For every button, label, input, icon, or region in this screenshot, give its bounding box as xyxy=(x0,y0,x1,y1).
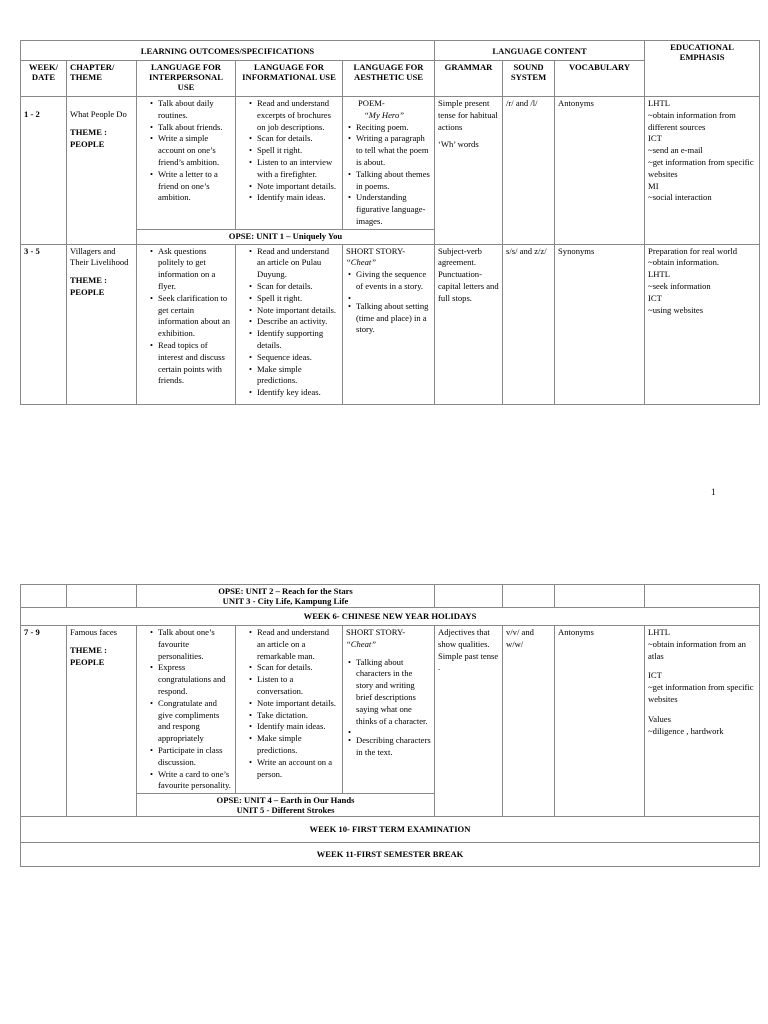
language-content-header: LANGUAGE CONTENT xyxy=(435,41,645,61)
emphasis-line: MI xyxy=(648,180,659,191)
emphasis-line: ICT xyxy=(648,292,662,303)
grammar-text: Adjectives that show qualities. xyxy=(438,627,490,649)
grammar-cell: Subject-verb agreement. Punctuation-capital letters and full stops. xyxy=(435,244,503,404)
list-item: • Identify key ideas. xyxy=(249,387,339,399)
aesthetic-list xyxy=(346,657,431,759)
grammar-text-2: ‘Wh’ words xyxy=(438,139,479,150)
list-item: • Note important details. xyxy=(249,305,339,317)
emphasis-cell xyxy=(645,626,760,817)
table-row xyxy=(21,244,760,404)
list-item: • Listen to a conversation. xyxy=(249,674,339,698)
spacer xyxy=(348,727,431,735)
list-item: • Ask questions politely to get information on a flyer. xyxy=(150,246,232,293)
list-item: • Read and understand excerpts of brochures on job descriptions. xyxy=(249,98,339,133)
week6-banner: WEEK 6- CHINESE NEW YEAR HOLIDAYS xyxy=(21,608,760,626)
informational-cell xyxy=(236,97,343,230)
list-item: • Sequence ideas. xyxy=(249,352,339,364)
week11-banner: WEEK 11-FIRST SEMESTER BREAK xyxy=(21,843,760,867)
opse-row xyxy=(21,585,760,608)
aesthetic-title: SHORT STORY- xyxy=(346,245,406,256)
emphasis-line: ~get information from specific websites xyxy=(648,682,754,704)
list-item: • Describe an activity. xyxy=(249,316,339,328)
page-number: 1 xyxy=(711,487,716,497)
list-item: • Write a card to one’s favourite personality. xyxy=(150,769,232,793)
grammar-text-2: Simple past tense . xyxy=(438,650,499,673)
sound-cell: s/s/ and z/z/ xyxy=(503,244,555,404)
list-item: • Identify main ideas. xyxy=(249,192,339,204)
interpersonal-header: LANGUAGE FOR INTERPERSONAL USE xyxy=(137,61,236,97)
informational-cell xyxy=(236,626,343,794)
opse-unit4-text: OPSE: UNIT 4 – Earth in Our Hands xyxy=(216,795,355,806)
table-row xyxy=(21,626,760,794)
list-item: • Talking about setting (time and place) in a story. xyxy=(348,301,431,336)
unit3-text: UNIT 3 - City Life, Kampung Life xyxy=(222,596,349,606)
emphasis-line: ~social interaction xyxy=(648,192,712,203)
interpersonal-cell xyxy=(137,97,236,230)
list-item: • Talking about themes in poems. xyxy=(348,169,431,193)
sound-system-header: SOUND SYSTEM xyxy=(503,61,555,97)
list-item: • Express congratulations and respond. xyxy=(150,662,232,697)
vocab-cell: Antonyms xyxy=(555,626,645,817)
list-item: • Spell it right. xyxy=(249,293,339,305)
list-item: • Write a letter to a friend on one’s ambition. xyxy=(150,169,232,204)
emphasis-line: ~seek information xyxy=(648,280,711,291)
aesthetic-cell xyxy=(343,244,435,404)
week-cell: 7 - 9 xyxy=(21,626,67,817)
opse-banner: OPSE: UNIT 1 – Uniquely You xyxy=(137,229,435,244)
interpersonal-list xyxy=(140,627,232,792)
emphasis-line: Values xyxy=(648,713,671,724)
aesthetic-cell xyxy=(343,97,435,230)
list-item: • Write an account on a person. xyxy=(249,757,339,781)
list-item: • Read and understand an article on Pulau Duyung. xyxy=(249,246,339,281)
vocab-cell: Antonyms xyxy=(555,97,645,245)
aesthetic-title: SHORT STORY- xyxy=(346,627,406,637)
chapter-title: Famous faces xyxy=(70,627,118,637)
emphasis-line: ICT xyxy=(648,670,662,681)
list-item: • Make simple predictions. xyxy=(249,364,339,388)
list-item: • Note important details. xyxy=(249,698,339,710)
list-item: • Scan for details. xyxy=(249,133,339,145)
week10-banner: WEEK 10- FIRST TERM EXAMINATION xyxy=(21,817,760,843)
table-row xyxy=(21,97,760,230)
list-item: • Seek clarification to get certain information about an exhibition. xyxy=(150,293,232,340)
chapter-theme-header: CHAPTER/ THEME xyxy=(67,61,137,97)
list-item: • Participate in class discussion. xyxy=(150,745,232,769)
opse-banner xyxy=(137,585,435,608)
chapter-title: What People Do xyxy=(70,109,127,119)
list-item: • Make simple predictions. xyxy=(249,733,339,757)
vocabulary-header: VOCABULARY xyxy=(555,61,645,97)
grammar-cell xyxy=(435,97,503,245)
list-item: • Congratulate and give compliments and respong appropriately xyxy=(150,698,232,745)
aesthetic-list xyxy=(346,122,431,228)
interpersonal-list xyxy=(140,246,232,388)
scheme-of-work-table-page-1 xyxy=(20,40,760,405)
list-item: • Giving the sequence of events in a story. xyxy=(348,269,431,293)
list-item: • Spell it right. xyxy=(249,145,339,157)
educational-emphasis-header: EDUCATIONAL EMPHASIS xyxy=(645,41,760,97)
list-item: • Identify main ideas. xyxy=(249,721,339,733)
aesthetic-header: LANGUAGE FOR AESTHETIC USE xyxy=(343,61,435,97)
emphasis-line: ~obtain information from an atlas xyxy=(648,638,746,661)
aesthetic-cell xyxy=(343,626,435,794)
emphasis-line: ~send an e-mail xyxy=(648,145,703,156)
chapter-cell xyxy=(67,244,137,404)
week-cell: 3 - 5 xyxy=(21,244,67,404)
emphasis-line: LHTL xyxy=(648,98,671,108)
emphasis-line: ICT xyxy=(648,133,662,144)
list-item: • Note important details. xyxy=(249,181,339,193)
chapter-title: Villagers and Their Livelihood xyxy=(70,245,129,268)
spacer xyxy=(348,293,431,301)
chapter-cell xyxy=(67,626,137,817)
list-item: • Talk about daily routines. xyxy=(150,98,232,122)
week-cell: 1 - 2 xyxy=(21,97,67,245)
informational-list xyxy=(239,98,339,204)
informational-list xyxy=(239,246,339,399)
list-item: • Read and understand an article on a remarkable man. xyxy=(249,627,339,662)
grammar-cell xyxy=(435,626,503,817)
interpersonal-cell xyxy=(137,244,236,404)
list-item: • Take dictation. xyxy=(249,710,339,722)
emphasis-line: ~get information from specific websites xyxy=(648,156,754,179)
emphasis-cell xyxy=(645,244,760,404)
sound-cell: v/v/ and w/w/ xyxy=(503,626,555,817)
grammar-text: Simple present tense for habitual actions xyxy=(438,98,498,132)
list-item: • Writing a paragraph to tell what the poem is about. xyxy=(348,133,431,168)
opse-unit2-text: OPSE: UNIT 2 – Reach for the Stars xyxy=(218,586,353,596)
aesthetic-subtitle: “My Hero” xyxy=(364,109,405,120)
aesthetic-subtitle: “Cheat” xyxy=(346,638,377,649)
interpersonal-cell xyxy=(137,626,236,794)
theme-line: THEME : PEOPLE xyxy=(70,644,108,667)
emphasis-line: Preparation for real world xyxy=(648,245,738,256)
learning-outcomes-header: LEARNING OUTCOMES/SPECIFICATIONS xyxy=(21,41,435,61)
emphasis-cell xyxy=(645,97,760,245)
aesthetic-subtitle: “Cheat” xyxy=(346,257,377,268)
theme-line: THEME : PEOPLE xyxy=(70,126,108,149)
chapter-cell xyxy=(67,97,137,245)
vocab-cell: Synonyms xyxy=(555,244,645,404)
grammar-header: GRAMMAR xyxy=(435,61,503,97)
theme-line: THEME : PEOPLE xyxy=(70,275,108,297)
emphasis-line: ~obtain information. xyxy=(648,257,720,268)
emphasis-line: ~using websites xyxy=(648,304,704,315)
aesthetic-list xyxy=(346,269,431,336)
opse-banner xyxy=(137,794,435,817)
list-item: • Reciting poem. xyxy=(348,122,431,134)
list-item: • Talking about characters in the story and writing brief descriptions saying what one thinks of a character. xyxy=(348,657,431,728)
informational-list xyxy=(239,627,339,780)
list-item: • Read topics of interest and discuss certain points with friends. xyxy=(150,340,232,387)
emphasis-line: ~diligence , hardwork xyxy=(648,725,724,736)
aesthetic-title: POEM- xyxy=(358,98,385,108)
list-item: • Describing characters in the text. xyxy=(348,735,431,759)
emphasis-line: LHTL xyxy=(648,627,670,637)
sound-cell: /r/ and /l/ xyxy=(503,97,555,245)
list-item: • Scan for details. xyxy=(249,662,339,674)
list-item: • Identify supporting details. xyxy=(249,328,339,352)
scheme-of-work-table-page-2 xyxy=(20,584,760,867)
list-item: • Talk about one’s favourite personalities. xyxy=(150,627,232,662)
list-item: • Scan for details. xyxy=(249,281,339,293)
unit5-text: UNIT 5 - Different Strokes xyxy=(236,805,335,816)
list-item: • Listen to an interview with a firefighter. xyxy=(249,157,339,181)
interpersonal-list xyxy=(140,98,232,204)
list-item: • Talk about friends. xyxy=(150,122,232,134)
week-date-header: WEEK/ DATE xyxy=(21,61,67,97)
emphasis-line: ~obtain information from different sources xyxy=(648,109,736,132)
informational-header: LANGUAGE FOR INFORMATIONAL USE xyxy=(236,61,343,97)
list-item: • Write a simple account on one’s friend’s ambition. xyxy=(150,133,232,168)
list-item: • Understanding figurative language-images. xyxy=(348,192,431,227)
informational-cell xyxy=(236,244,343,404)
emphasis-line: LHTL xyxy=(648,269,671,280)
